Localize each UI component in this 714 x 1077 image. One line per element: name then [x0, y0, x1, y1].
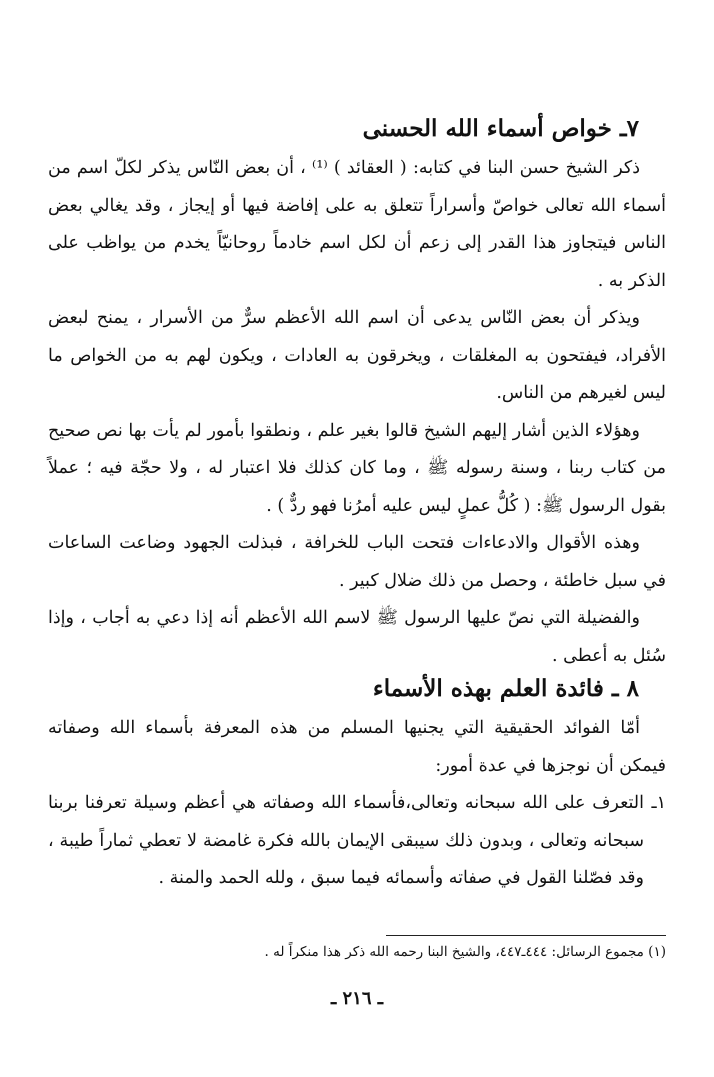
list-item-text: التعرف على الله سبحانه وتعالى،فأسماء الله وصفاته هي أعظم وسيلة تعرفنا بربنا سبحانه وتعالى ، وبدون ذلك سيبقى الإيمان بالله فكرة غامضة لا تعطي ثماراً طيبة ، وقد فصّلنا القول في صفاته وأسمائه فيما سبق ، ولله الحمد والمنة . [48, 793, 644, 888]
paragraph-1: ذكر الشيخ حسن البنا في كتابه: ( العقائد ) ⁽¹⁾ ، أن بعض النّاس يذكر لكلّ اسم من أسماء الله تعالى خواصّ وأسراراً تتعلق به على إفاضة فيها أو إيجاز ، وقد يغالي بعض الناس فيتجاوز هذا القدر إلى زعم أن لكل اسم خادماً روحانيّاً يخدم من يواظب على الذكر به . [48, 158, 666, 291]
paragraph-4: وهذه الأقوال والادعاءات فتحت الباب للخرافة ، فبذلت الجهود وضاعت الساعات في سبل خاطئة ، وحصل من ذلك ضلال كبير . [48, 533, 666, 591]
list-item-number: ١ـ [651, 793, 666, 813]
footnote: (١) مجموع الرسائل: ٤٤٤ـ٤٤٧، والشيخ البنا رحمه الله ذكر هذا منكراً له . [264, 944, 666, 960]
section-7-heading: ٧ـ خواص أسماء الله الحسنى [362, 115, 639, 142]
section-8-heading: ٨ ـ فائدة العلم بهذه الأسماء [372, 675, 639, 702]
section-7-body [48, 150, 666, 675]
footnote-divider [386, 935, 666, 936]
section-8-body [48, 710, 666, 898]
paragraph-2: ويذكر أن بعض النّاس يدعى أن اسم الله الأعظم سرٌّ من الأسرار ، يمنح لبعض الأفراد، فيفتحون به المغلقات ، ويخرقون به العادات ، ويكون لهم به من الخواص ما ليس لغيرهم من الناس. [48, 308, 666, 403]
page-number: ـ ٢١٦ ـ [330, 988, 384, 1009]
list-item [48, 785, 666, 898]
section-8-intro: أمّا الفوائد الحقيقية التي يجنيها المسلم من هذه المعرفة بأسماء الله وصفاته فيمكن أن نوجزها في عدة أمور: [48, 718, 666, 776]
paragraph-5: والفضيلة التي نصّ عليها الرسول ﷺ لاسم الله الأعظم أنه إذا دعي به أجاب ، وإذا سُئل به أعطى . [48, 608, 666, 666]
paragraph-3: وهؤلاء الذين أشار إليهم الشيخ قالوا بغير علم ، ونطقوا بأمور لم يأت بها نص صحيح من كتاب ربنا ، وسنة رسوله ﷺ ، وما كان كذلك فلا اعتبار له ، ولا حجّة فيه ؛ عملاً بقول الرسول ﷺ: ( كُلُّ عملٍ ليس عليه أمرُنا فهو ردٌّ ) . [48, 420, 666, 516]
